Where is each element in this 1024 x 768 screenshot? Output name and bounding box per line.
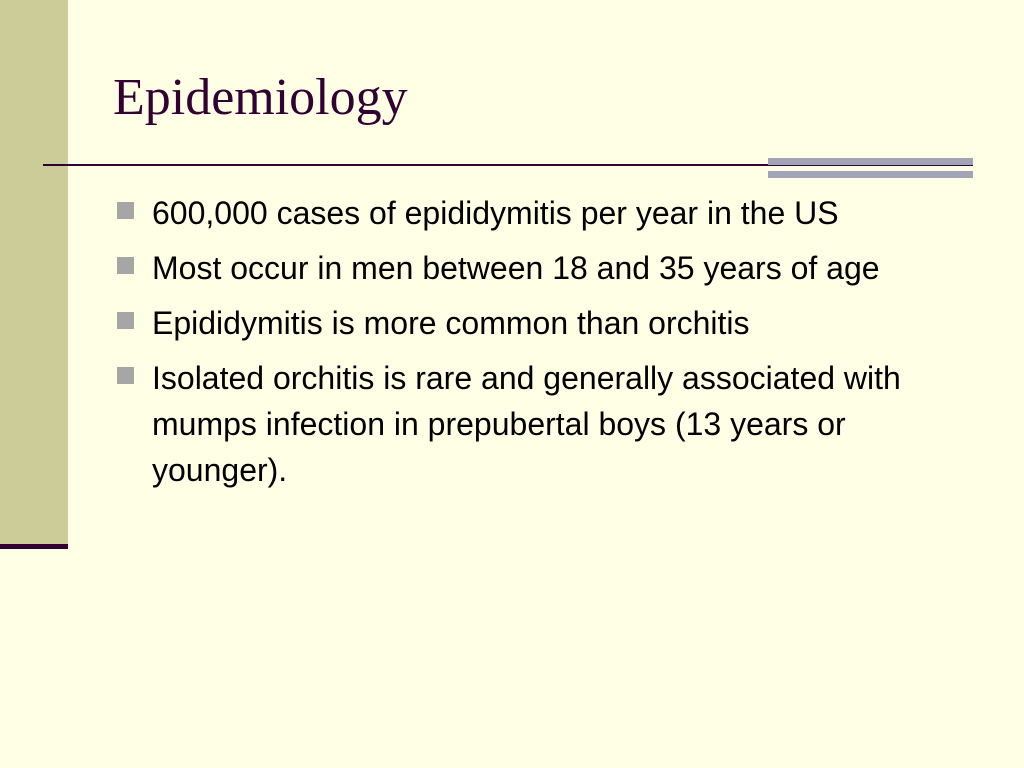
- accent-bar-top: [768, 158, 973, 165]
- bullet-list: [113, 190, 973, 502]
- bullet-text: Isolated orchitis is rare and generally associated with mumps infection in prepubertal boys (13 years or younger).: [152, 360, 901, 488]
- bullet-item: [113, 300, 973, 346]
- bullet-text: Most occur in men between 18 and 35 years of age: [152, 250, 880, 286]
- bullet-item: [113, 245, 973, 291]
- square-bullet-icon: [117, 367, 134, 384]
- bullet-item: [113, 190, 973, 236]
- square-bullet-icon: [117, 312, 134, 329]
- bullet-text: Epididymitis is more common than orchitis: [152, 305, 750, 341]
- square-bullet-icon: [117, 202, 134, 219]
- slide-title: Epidemiology: [113, 69, 408, 126]
- left-decorative-bar: [0, 0, 68, 544]
- square-bullet-icon: [117, 257, 134, 274]
- accent-bar-bottom: [768, 171, 973, 178]
- bullet-text: 600,000 cases of epididymitis per year in the US: [152, 195, 839, 231]
- bullet-item: [113, 355, 973, 493]
- left-bar-underline: [0, 544, 68, 549]
